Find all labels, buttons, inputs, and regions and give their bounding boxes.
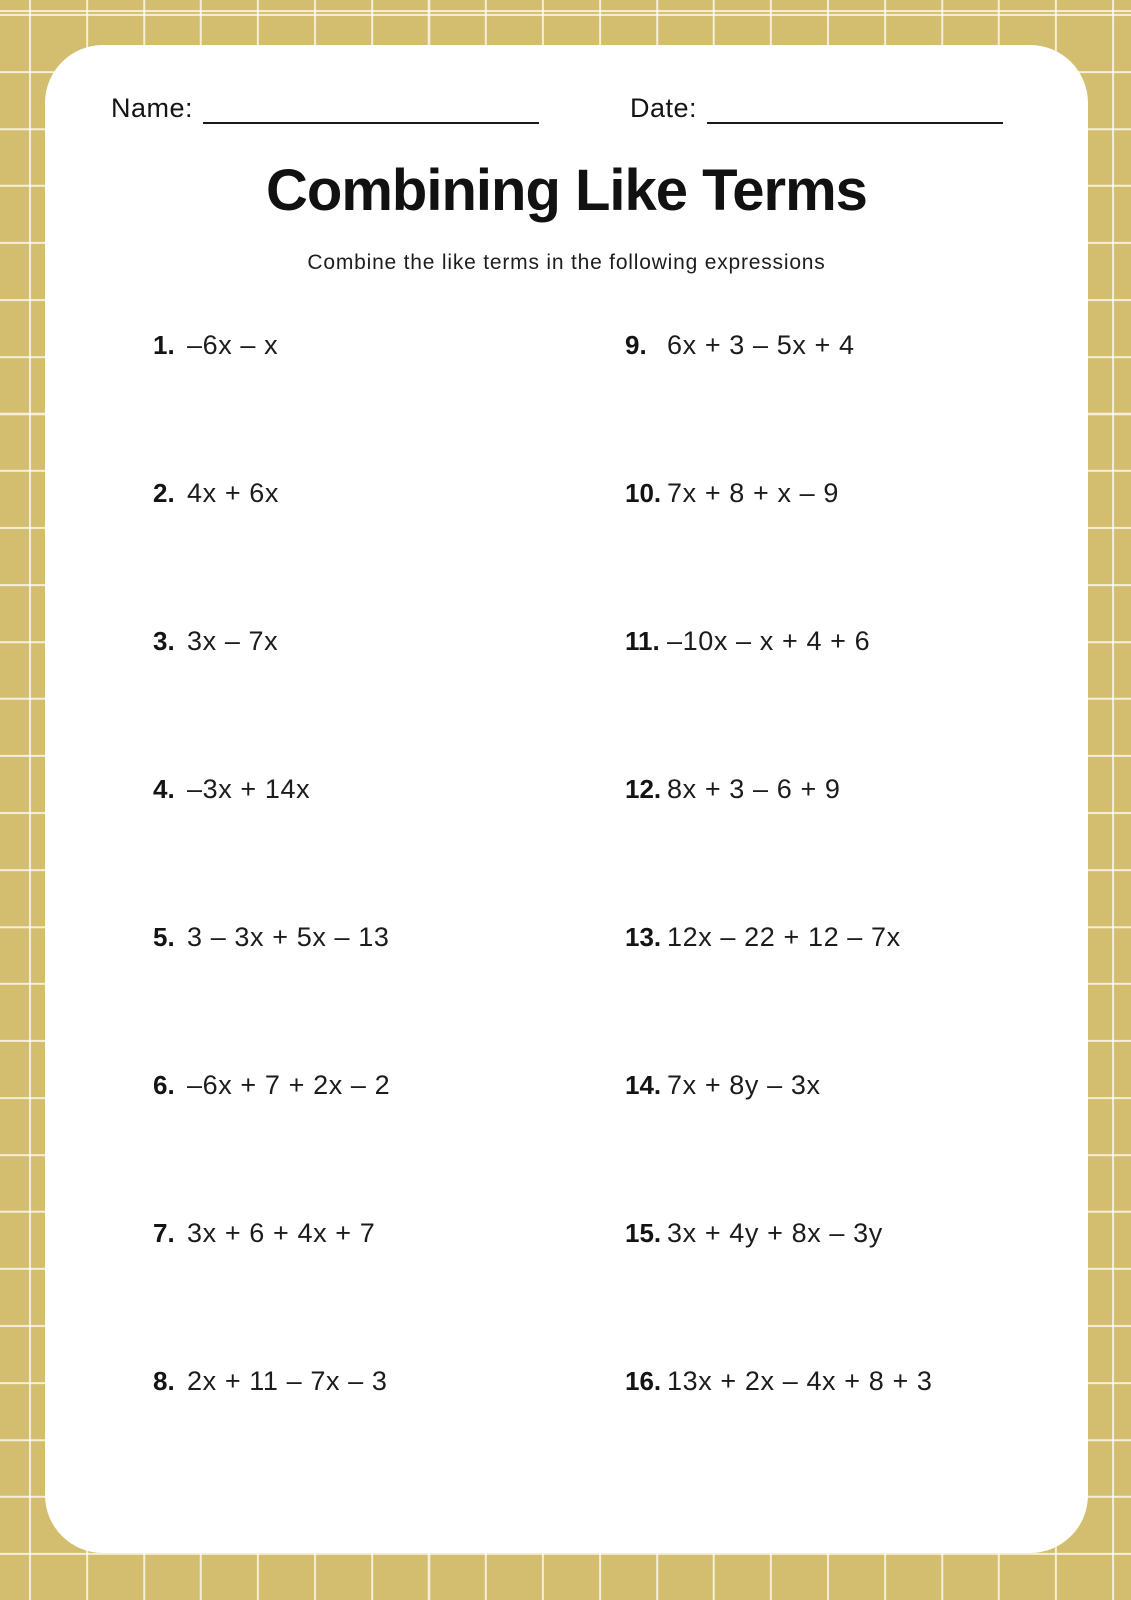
worksheet-card	[45, 45, 1088, 1553]
page-subtitle: Combine the like terms in the following expressions	[307, 251, 826, 274]
problem-9-expression: 6x + 3 – 5x + 4	[667, 330, 855, 360]
problem-11-number: 11.	[625, 626, 660, 656]
problems-right-column	[625, 328, 933, 1512]
problem-1	[153, 328, 390, 476]
date-blank-line[interactable]	[707, 94, 1003, 124]
name-field	[111, 93, 539, 124]
problem-2-number: 2.	[153, 478, 175, 508]
problem-13-expression: 12x – 22 + 12 – 7x	[667, 922, 901, 952]
problem-10-number: 10.	[625, 478, 662, 508]
problem-13-number: 13.	[625, 922, 662, 952]
problem-9	[625, 328, 933, 476]
problem-3-number: 3.	[153, 626, 175, 656]
problem-14-expression: 7x + 8y – 3x	[667, 1070, 821, 1100]
problem-10	[625, 476, 933, 624]
problem-14-number: 14.	[625, 1070, 662, 1100]
problem-12-number: 12.	[625, 774, 662, 804]
problem-1-expression: –6x – x	[187, 330, 279, 360]
problem-4	[153, 772, 390, 920]
problem-3	[153, 624, 390, 772]
problem-13	[625, 920, 933, 1068]
problem-8-expression: 2x + 11 – 7x – 3	[187, 1366, 388, 1396]
problem-3-expression: 3x – 7x	[187, 626, 279, 656]
name-blank-line[interactable]	[203, 94, 539, 124]
problem-5-number: 5.	[153, 922, 175, 952]
problem-12	[625, 772, 933, 920]
problem-10-expression: 7x + 8 + x – 9	[667, 478, 840, 508]
name-label: Name:	[111, 93, 194, 123]
problem-6-expression: –6x + 7 + 2x – 2	[187, 1070, 391, 1100]
problem-5-expression: 3 – 3x + 5x – 13	[187, 922, 390, 952]
page-title: Combining Like Terms	[266, 158, 867, 223]
problem-8-number: 8.	[153, 1366, 175, 1396]
problem-2	[153, 476, 390, 624]
problem-16-number: 16.	[625, 1366, 662, 1396]
problem-7-expression: 3x + 6 + 4x + 7	[187, 1218, 376, 1248]
problems-left-column	[153, 328, 390, 1512]
problem-11	[625, 624, 933, 772]
problem-14	[625, 1068, 933, 1216]
problem-16	[625, 1364, 933, 1512]
problem-6-number: 6.	[153, 1070, 175, 1100]
problem-7-number: 7.	[153, 1218, 175, 1248]
date-field	[630, 93, 1003, 124]
problem-15-expression: 3x + 4y + 8x – 3y	[667, 1218, 883, 1248]
problem-15	[625, 1216, 933, 1364]
problem-4-expression: –3x + 14x	[187, 774, 311, 804]
problem-16-expression: 13x + 2x – 4x + 8 + 3	[667, 1366, 933, 1396]
problem-5	[153, 920, 390, 1068]
problem-9-number: 9.	[625, 330, 647, 360]
problem-4-number: 4.	[153, 774, 175, 804]
problem-8	[153, 1364, 390, 1512]
problem-2-expression: 4x + 6x	[187, 478, 280, 508]
problem-11-expression: –10x – x + 4 + 6	[667, 626, 871, 656]
problem-1-number: 1.	[153, 330, 175, 360]
date-label: Date:	[630, 93, 698, 123]
problem-15-number: 15.	[625, 1218, 662, 1248]
problem-6	[153, 1068, 390, 1216]
problem-7	[153, 1216, 390, 1364]
problem-12-expression: 8x + 3 – 6 + 9	[667, 774, 841, 804]
